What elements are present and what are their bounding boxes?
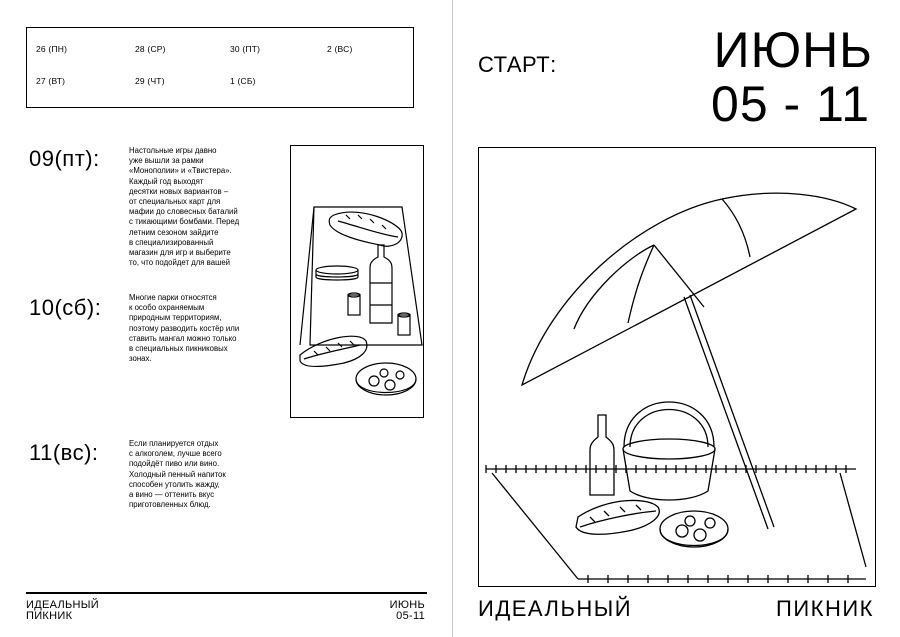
footer-month: ИЮНЬ — [389, 599, 425, 611]
bottle-icon — [590, 415, 614, 495]
calendar-box — [26, 27, 414, 108]
footer-title: ПИКНИК — [26, 610, 73, 622]
start-label: СТАРТ: — [478, 52, 557, 77]
fruit-bowl-icon — [356, 363, 416, 395]
day-description: Настольные игры давно уже вышли за рамки «Монополии» и «Твистера». Каждый год выходят десятки новых вариантов – от специальных карт для мафии до словесных баталий с тикающими бомбами. Перед летним сезоном зайдите в специализированный магазин для игр и выберите то, что подойдет для вашей — [129, 146, 240, 268]
day-heading: 10(сб): — [29, 295, 102, 320]
calendar-day: 2 (ВС) — [327, 44, 353, 54]
calendar-day: 29 (ЧТ) — [135, 76, 165, 86]
calendar-day: 26 (ПН) — [36, 44, 68, 54]
day-heading: 11(вс): — [29, 440, 99, 465]
day-description: Если планируется отдых с алкоголем, лучше всего подойдёт пиво или вино. Холодный пенный напиток способен утолить жажду, а вино — оттенить вкус приготовленных блюд. — [129, 439, 226, 510]
footer-dates: 05-11 — [396, 610, 425, 622]
bottle-icon — [370, 245, 392, 323]
picnic-umbrella-illustration — [478, 147, 876, 587]
plates-icon — [316, 266, 358, 274]
day-description: Многие парки относятся к особо охраняемым природным территориям, поэтому разводить костёр или ставить мангал можно только в специальных пикниковых зонах. — [129, 293, 240, 364]
dates-title: 05 - 11 — [711, 76, 870, 132]
calendar-day: 28 (СР) — [135, 44, 166, 54]
bottom-title-right: ПИКНИК — [776, 596, 874, 621]
bottom-title-left: ИДЕАЛЬНЫЙ — [478, 596, 633, 621]
footer-rule — [26, 592, 427, 594]
cup-icon — [398, 315, 410, 335]
day-heading: 09(пт): — [29, 146, 100, 171]
month-title: ИЮНЬ — [713, 22, 873, 78]
page-spine — [452, 0, 453, 637]
calendar-day: 1 (СБ) — [230, 76, 256, 86]
calendar-day: 30 (ПТ) — [230, 44, 261, 54]
cup-icon — [348, 295, 360, 315]
footer-title: ИДЕАЛЬНЫЙ — [26, 599, 99, 611]
picnic-table-illustration — [290, 145, 424, 418]
calendar-day: 27 (ВТ) — [36, 76, 66, 86]
